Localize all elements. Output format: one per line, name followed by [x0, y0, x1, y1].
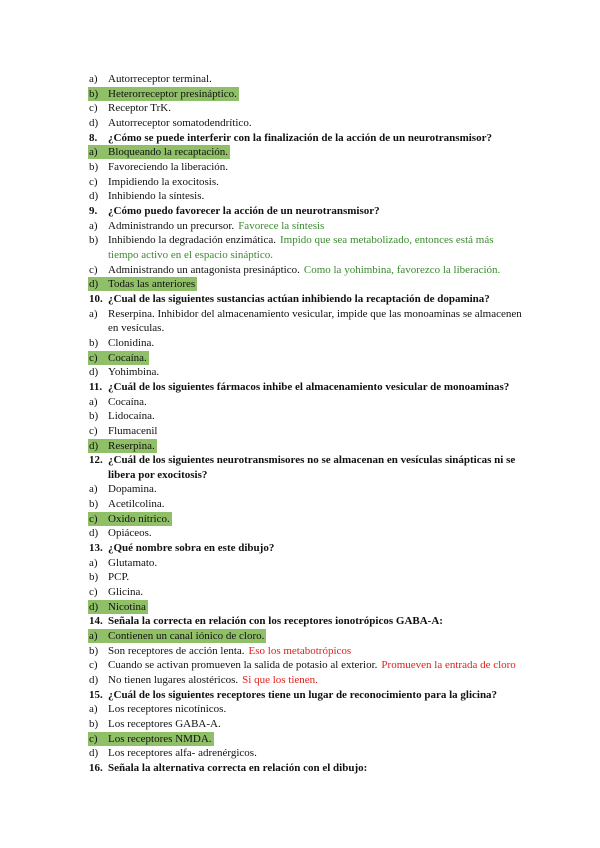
option-label: a) — [89, 219, 98, 232]
answer-option — [0, 263, 600, 278]
answer-option-correct — [0, 87, 600, 102]
answer-option-correct — [0, 512, 600, 527]
answer-option — [0, 160, 600, 175]
option-text: No tienen lugares alostéricos. — [108, 674, 239, 687]
option-text: Contienen un canal iónico de cloro. — [108, 630, 265, 643]
option-label: b) — [89, 571, 99, 584]
question-heading — [0, 688, 600, 703]
option-text: Receptor TrK. — [108, 102, 171, 115]
answer-option — [0, 702, 600, 717]
question-number: 10. — [89, 292, 103, 305]
answer-option-correct — [0, 600, 600, 615]
question-text: ¿Cuál de los siguientes neurotransmisores no se almacenan en vesículas sinápticas ni se — [108, 454, 516, 467]
option-text: Inhibiendo la degradación enzimática. — [108, 234, 276, 247]
option-text: Administrando un precursor. — [108, 219, 235, 232]
option-text: Autorreceptor somatodendrítico. — [108, 116, 252, 129]
option-label: b) — [89, 718, 99, 731]
option-label: b) — [89, 410, 99, 423]
option-label: c) — [89, 175, 98, 188]
answer-option — [0, 219, 600, 234]
option-text: Flumacenil — [108, 424, 158, 437]
option-label: b) — [89, 87, 99, 100]
question-text: libera por exocitosis? — [108, 468, 208, 481]
answer-option — [0, 570, 600, 585]
option-text: Todas las anteriores — [108, 278, 196, 291]
option-text: Cuando se activan promueven la salida de potasio al exterior. — [108, 659, 378, 672]
answer-option — [0, 101, 600, 116]
option-text: Impidiendo la exocitosis. — [108, 175, 219, 188]
question-text: ¿Cómo se puede interferir con la finalización de la acción de un neurotransmisor? — [108, 131, 492, 144]
option-text: Heterorreceptor presináptico. — [108, 87, 237, 100]
question-text: ¿Cual de las siguientes sustancias actúan inhibiendo la recaptación de dopamina? — [108, 292, 490, 305]
answer-continued — [0, 321, 600, 336]
option-label: d) — [89, 116, 99, 129]
answer-option — [0, 746, 600, 761]
option-text: Oxido nítrico. — [108, 512, 170, 525]
option-text: Reserpina. Inhibidor del almacenamiento vesicular, impide que las monoaminas se almacenen — [108, 307, 522, 320]
option-text: Los receptores GABA-A. — [108, 718, 221, 731]
answer-option — [0, 233, 600, 248]
question-number: 12. — [89, 454, 103, 467]
option-label: d) — [89, 747, 99, 760]
question-heading — [0, 131, 600, 146]
option-label: b) — [89, 160, 99, 173]
question-heading-continued — [0, 468, 600, 483]
option-label: c) — [89, 424, 98, 437]
answer-option — [0, 307, 600, 322]
answer-option — [0, 585, 600, 600]
answer-option-correct — [0, 439, 600, 454]
option-label: b) — [89, 336, 99, 349]
option-text: Clonidina. — [108, 336, 155, 349]
option-label: a) — [89, 703, 98, 716]
option-label: d) — [89, 674, 99, 687]
option-label: d) — [89, 600, 99, 613]
answer-option — [0, 497, 600, 512]
answer-option-correct — [0, 732, 600, 747]
question-number: 15. — [89, 688, 103, 701]
option-label: c) — [89, 351, 98, 364]
option-text: Reserpina. — [108, 439, 155, 452]
option-label: a) — [89, 483, 98, 496]
option-label: c) — [89, 263, 98, 276]
option-text: Cocaína. — [108, 351, 147, 364]
annotation-note: Impido que sea metabolizado, entonces está más — [279, 234, 494, 247]
option-text: Acetilcolina. — [108, 498, 165, 511]
annotation-note: Favorece la síntesis — [238, 219, 325, 232]
option-text: Autorreceptor terminal. — [108, 73, 212, 85]
option-label: a) — [89, 395, 98, 408]
option-text: PCP. — [108, 571, 130, 584]
answer-option — [0, 717, 600, 732]
question-heading — [0, 541, 600, 556]
question-number: 13. — [89, 542, 103, 555]
answer-option-correct — [0, 351, 600, 366]
answer-option — [0, 658, 600, 673]
answer-option — [0, 673, 600, 688]
question-number: 9. — [89, 204, 98, 217]
option-text: Son receptores de acción lenta. — [108, 644, 245, 657]
option-text: Los receptores alfa- adrenérgicos. — [108, 747, 257, 760]
option-text: Glutamato. — [108, 556, 158, 569]
answer-option — [0, 336, 600, 351]
option-label: d) — [89, 278, 99, 291]
option-text: Administrando un antagonista presináptico. — [108, 263, 300, 276]
option-label: c) — [89, 586, 98, 599]
option-label: c) — [89, 659, 98, 672]
option-label: d) — [89, 190, 99, 203]
question-text: ¿Cómo puedo favorecer la acción de un neurotransmisor? — [108, 204, 380, 217]
answer-option — [0, 365, 600, 380]
question-number: 8. — [89, 131, 98, 144]
answer-option — [0, 72, 600, 87]
answer-option-correct — [0, 277, 600, 292]
option-label: d) — [89, 527, 99, 540]
option-label: a) — [89, 630, 98, 643]
option-text: Lidocaína. — [108, 410, 155, 423]
question-number: 14. — [89, 615, 103, 628]
option-text: Inhibiendo la síntesis. — [108, 190, 205, 203]
question-heading — [0, 453, 600, 468]
question-number: 16. — [89, 762, 103, 775]
question-heading — [0, 380, 600, 395]
answer-option — [0, 482, 600, 497]
option-label: a) — [89, 556, 98, 569]
answer-option-correct — [0, 629, 600, 644]
question-heading — [0, 614, 600, 629]
option-text: Los receptores NMDA. — [108, 732, 212, 745]
option-label: d) — [89, 366, 99, 379]
answer-option — [0, 409, 600, 424]
option-label: a) — [89, 146, 98, 159]
option-text: Favoreciendo la liberación. — [108, 160, 229, 173]
answer-option — [0, 175, 600, 190]
continuation-text: en vesículas. — [108, 322, 165, 335]
option-label: c) — [89, 512, 98, 525]
answer-option — [0, 556, 600, 571]
question-text: ¿Cuál de los siguientes receptores tiene un lugar de reconocimiento para la glicina? — [108, 688, 498, 701]
annotation-note: Como la yohimbina, favorezco la liberación. — [303, 263, 501, 276]
answer-option — [0, 395, 600, 410]
question-text: Señala la alternativa correcta en relación con el dibujo: — [108, 762, 368, 775]
annotation-note: Eso los metabotrópicos — [248, 644, 352, 657]
answer-option — [0, 644, 600, 659]
answer-option — [0, 424, 600, 439]
option-label: c) — [89, 102, 98, 115]
question-heading — [0, 204, 600, 219]
annotation-note: Si que los tienen. — [242, 674, 318, 687]
question-text: Señala la correcta en relación con los receptores ionotrópicos GABA-A: — [108, 615, 443, 628]
question-text: ¿Cuál de los siguientes fármacos inhibe el almacenamiento vesicular de monoaminas? — [108, 380, 510, 393]
annotation-note: Promueven la entrada de cloro — [381, 659, 516, 672]
option-text: Glicina. — [108, 586, 144, 599]
continuation-text: tiempo activo en el espacio sináptico. — [108, 248, 273, 261]
option-label: b) — [89, 234, 99, 247]
option-label: c) — [89, 732, 98, 745]
question-heading — [0, 292, 600, 307]
option-label: a) — [89, 73, 98, 85]
option-text: Cocaína. — [108, 395, 147, 408]
question-number: 11. — [89, 380, 103, 393]
option-text: Los receptores nicotínicos. — [108, 703, 227, 716]
question-heading — [0, 761, 600, 776]
option-label: b) — [89, 498, 99, 511]
option-label: d) — [89, 439, 99, 452]
option-label: b) — [89, 644, 99, 657]
option-label: a) — [89, 307, 98, 320]
answer-option-correct — [0, 145, 600, 160]
option-text: Opiáceos. — [108, 527, 152, 540]
question-text: ¿Qué nombre sobra en este dibujo? — [108, 542, 275, 555]
option-text: Dopamina. — [108, 483, 157, 496]
option-text: Bloqueando la recaptación. — [108, 146, 229, 159]
answer-option — [0, 116, 600, 131]
answer-continued — [0, 248, 600, 263]
option-text: Yohimbina. — [108, 366, 160, 379]
option-text: Nicotina — [108, 600, 146, 613]
answer-option — [0, 526, 600, 541]
answer-option — [0, 189, 600, 204]
